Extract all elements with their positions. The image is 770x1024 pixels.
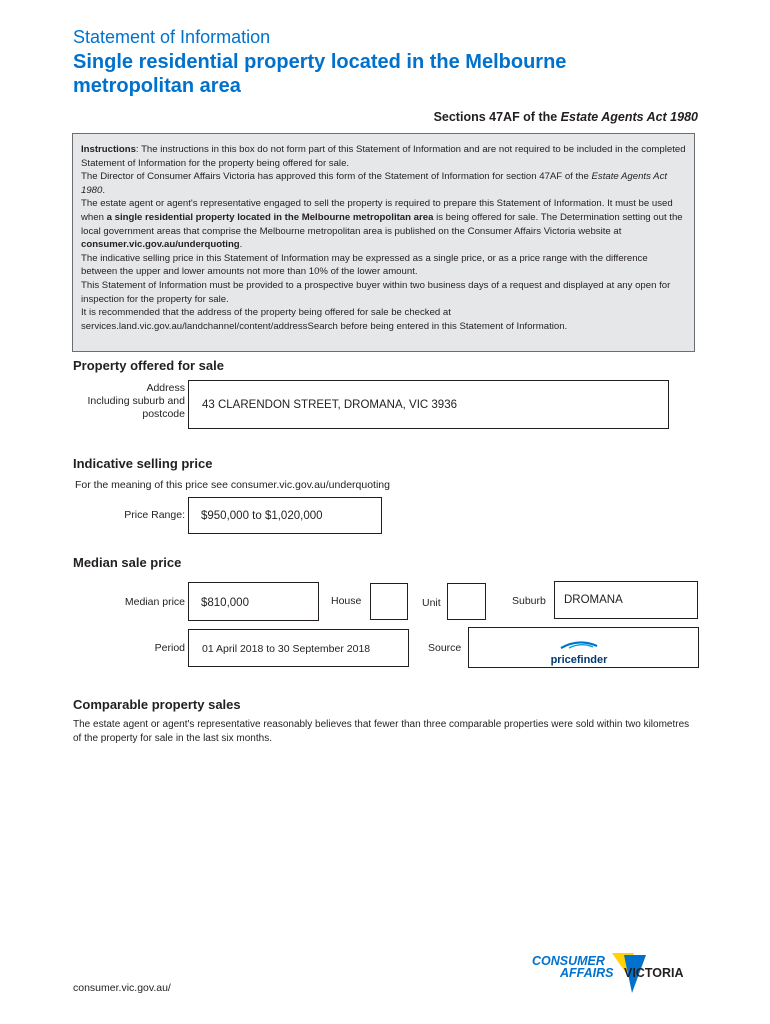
pricefinder-logo-text: pricefinder xyxy=(550,654,608,666)
median-heading: Median sale price xyxy=(73,555,182,570)
pricefinder-logo xyxy=(549,636,609,666)
instructions-p3c: . xyxy=(239,239,243,251)
median-price-field[interactable] xyxy=(188,582,319,621)
instructions-p1: : The instructions in this box do not form part of this Statement of Information and are not required to be included in the completed Statement of Information for the property being offered for sale. xyxy=(81,144,686,169)
price-range-field[interactable] xyxy=(188,497,382,534)
address-label-line3: postcode xyxy=(142,408,185,420)
house-label: House xyxy=(331,595,362,607)
instructions-p5: This Statement of Information must be provided to a prospective buyer within two business days of a request and displayed at any open for inspection for the property for sale. xyxy=(81,279,671,305)
address-field[interactable] xyxy=(188,380,669,429)
suburb-field[interactable] xyxy=(554,581,698,619)
period-field[interactable] xyxy=(188,629,409,667)
price-range-label: Price Range: xyxy=(124,509,185,521)
instructions-p2b: . xyxy=(102,184,106,196)
instructions-p2-act: Estate Agents Act 1980 xyxy=(81,171,668,196)
act-name: Estate Agents Act 1980 xyxy=(560,110,698,124)
median-price-value: $810,000 xyxy=(201,597,249,609)
instructions-p3a: The estate agent or agent's representative engaged to sell the property is required to prepare this Statement of Information. It must be used when xyxy=(81,198,673,223)
document-title: Single residential property located in the Melbourne metropolitan area xyxy=(73,51,567,97)
document-label: Statement of Information xyxy=(73,27,271,47)
instructions-p6: It is recommended that the address of the property being offered for sale be checked at services.land.vic.gov.au/landchannel/content/addressSearch before being entered in this Statement of Information. xyxy=(81,307,568,332)
pricefinder-swoosh-icon xyxy=(559,640,599,649)
suburb-label: Suburb xyxy=(512,595,546,607)
instructions-p2a: The Director of Consumer Affairs Victoria has approved this form of the Statement of Information for section 47AF of the xyxy=(81,171,592,183)
address-label-line2: Including suburb and xyxy=(87,395,185,407)
median-price-label: Median price xyxy=(124,596,185,608)
period-value: 01 April 2018 to 30 September 2018 xyxy=(202,643,371,655)
house-checkbox[interactable] xyxy=(370,583,408,620)
logo-line2: AFFAIRS xyxy=(560,966,614,980)
logo-line3: VICTORIA xyxy=(624,966,684,980)
price-range-value: $950,000 to $1,020,000 xyxy=(201,510,323,522)
comparable-text: The estate agent or agent's representative reasonably believes that fewer than three comparable properties were sold within two kilometres of the property for sale in the last six months. xyxy=(73,719,690,744)
instructions-box xyxy=(72,133,695,352)
sections-reference xyxy=(434,110,698,124)
address-label-line1: Address xyxy=(146,382,185,394)
sections-prefix: Sections 47AF of the xyxy=(433,110,561,124)
unit-label: Unit xyxy=(422,597,441,609)
suburb-value: DROMANA xyxy=(564,594,623,606)
unit-checkbox[interactable] xyxy=(447,583,486,620)
property-heading: Property offered for sale xyxy=(73,358,224,373)
underquoting-link[interactable]: consumer.vic.gov.au/underquoting xyxy=(81,239,240,251)
address-label xyxy=(60,382,185,421)
instructions-label: Instructions xyxy=(81,144,136,155)
consumer-affairs-victoria-logo xyxy=(530,953,690,998)
instructions-p4: The indicative selling price in this Statement of Information may be expressed as a single price, or as a price range with the difference between the upper and lower amounts not more than 10% of the lower amount. xyxy=(81,252,648,278)
footer-url[interactable]: consumer.vic.gov.au/ xyxy=(73,982,171,994)
indicative-heading: Indicative selling price xyxy=(73,456,213,471)
instructions-p3-bold: a single residential property located in the Melbourne metropolitan area xyxy=(106,211,434,223)
source-label: Source xyxy=(428,642,462,654)
address-value: 43 CLARENDON STREET, DROMANA, VIC 3936 xyxy=(202,399,457,411)
period-label: Period xyxy=(154,642,185,654)
comparable-heading: Comparable property sales xyxy=(73,697,241,712)
instructions-p3b: is being offered for sale. The Determination setting out the local government areas that comprise the Melbourne metropolitan area is published on the Consumer Affairs Victoria website at xyxy=(81,211,683,237)
indicative-note: For the meaning of this price see consumer.vic.gov.au/underquoting xyxy=(75,479,390,491)
source-field[interactable] xyxy=(468,627,699,668)
logo-line1: CONSUMER xyxy=(532,954,605,968)
